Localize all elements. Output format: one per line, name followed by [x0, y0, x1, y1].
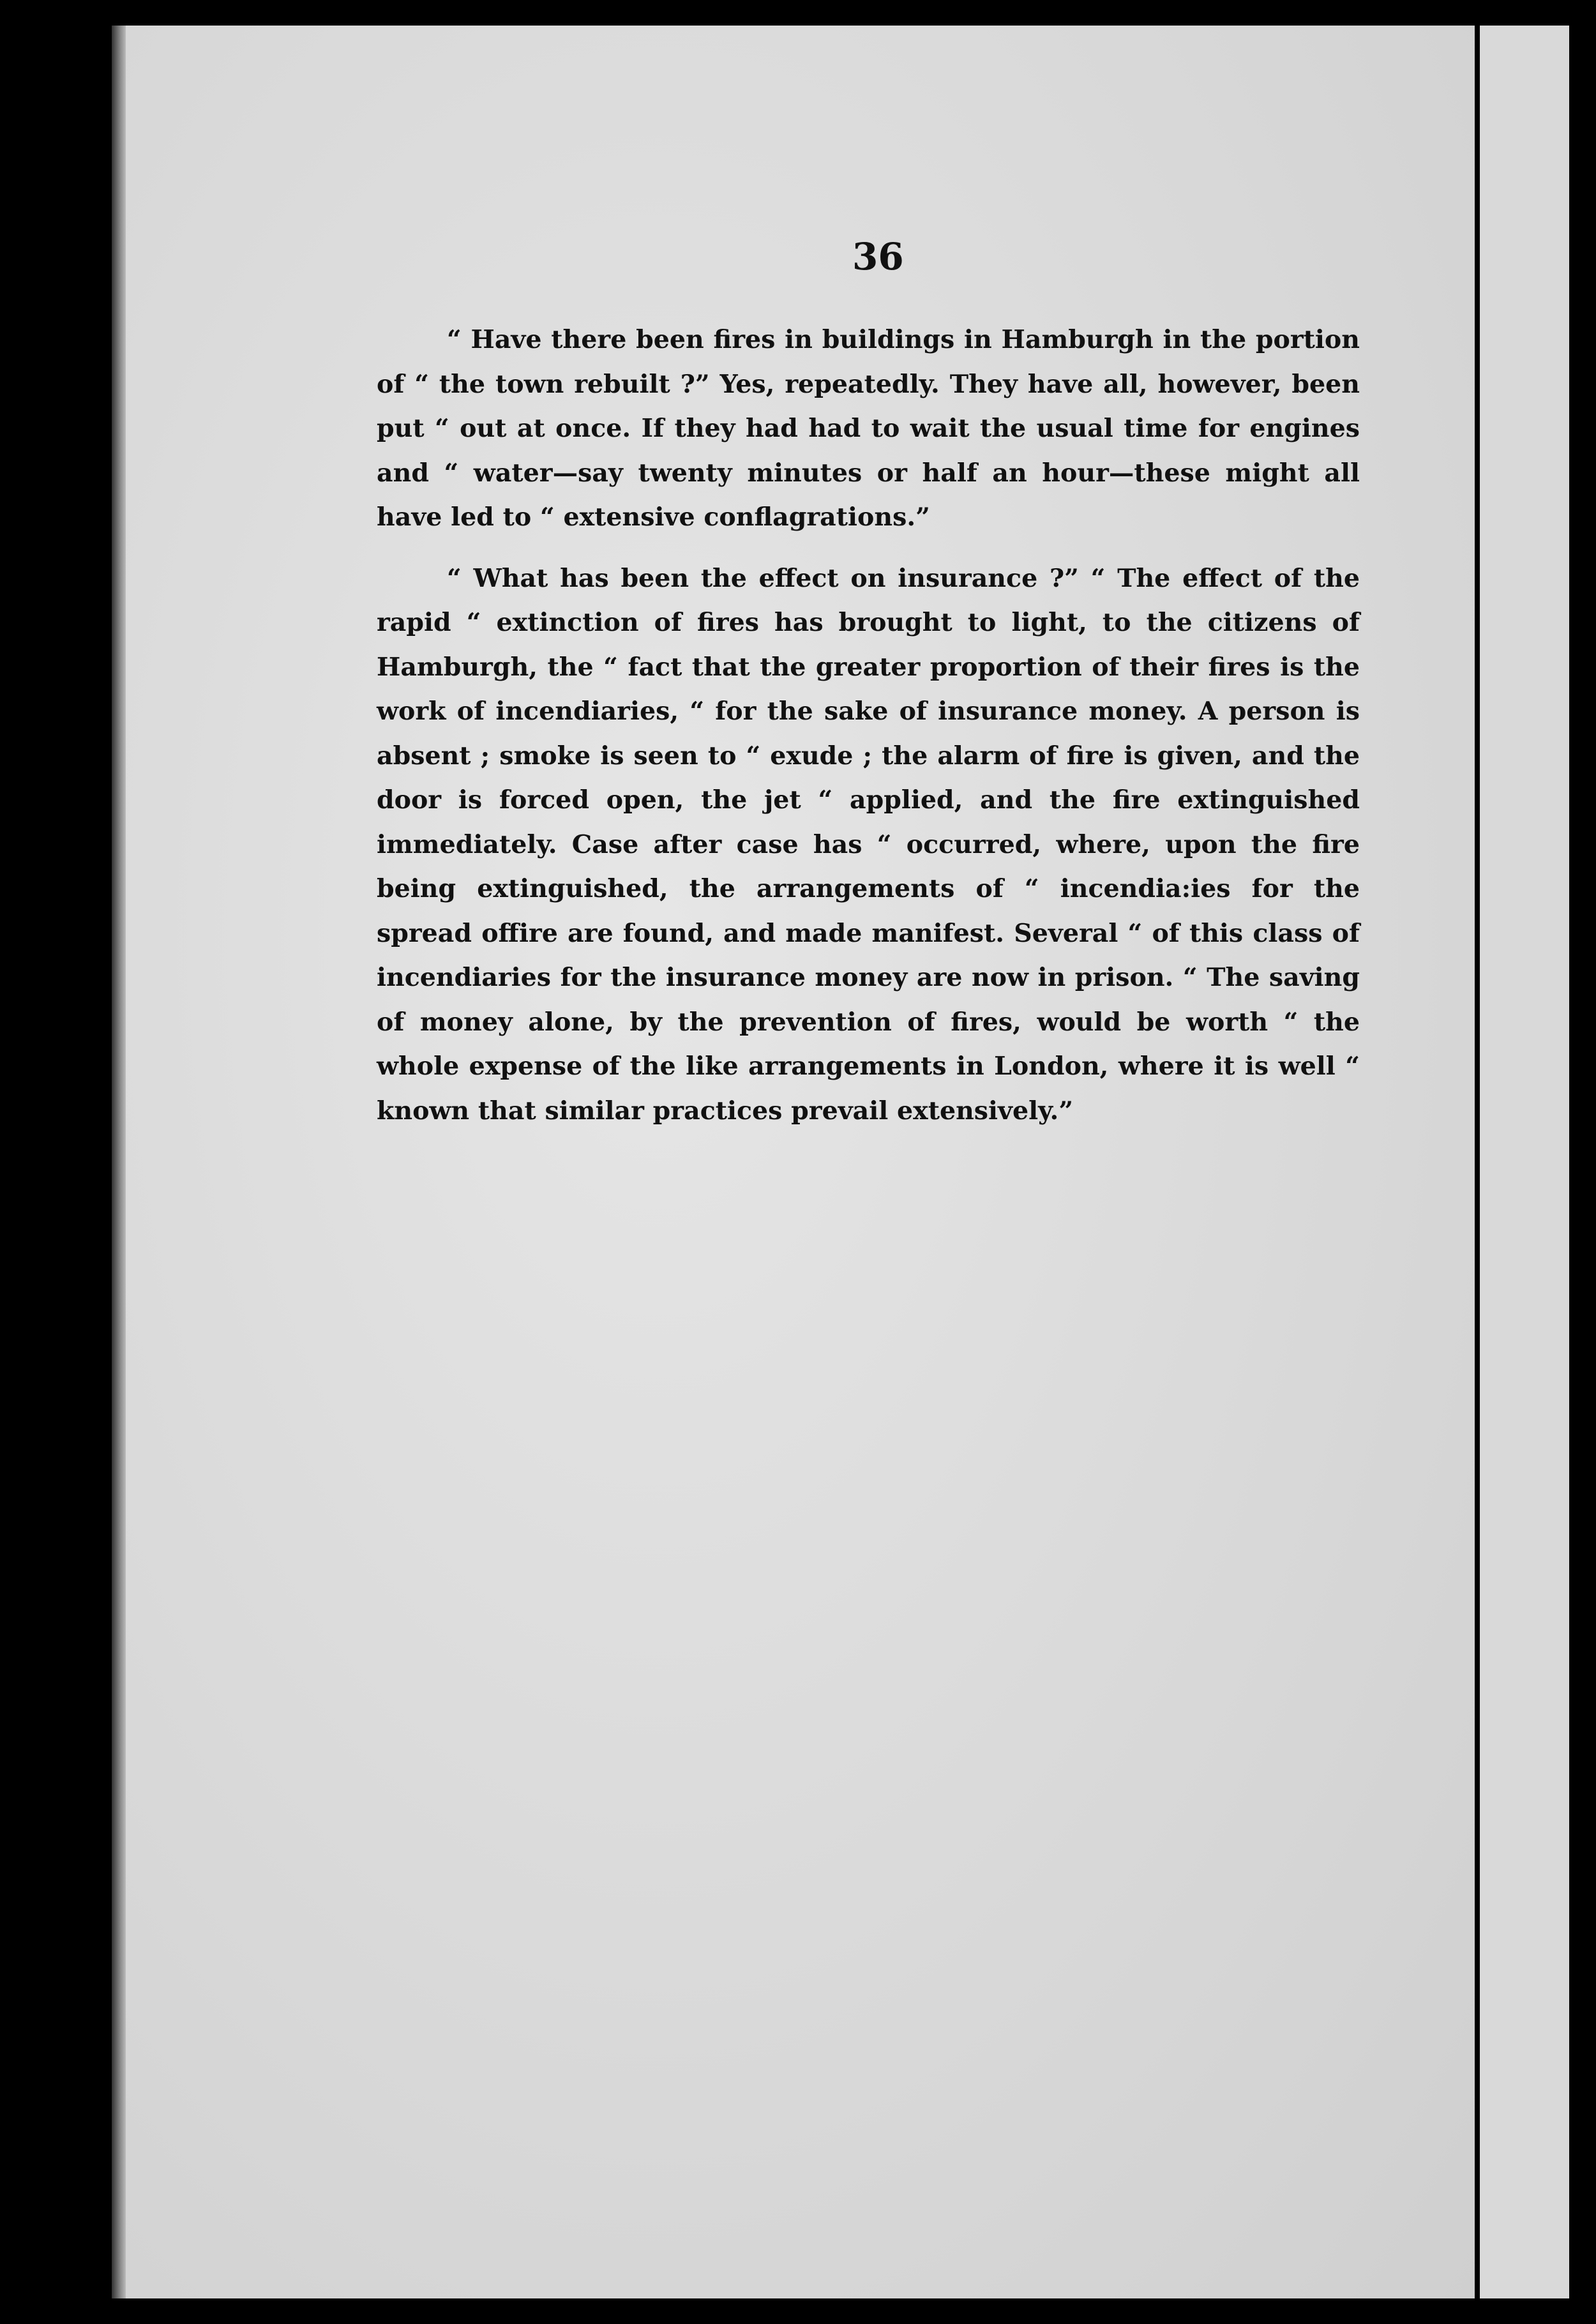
page-number: 36: [852, 235, 904, 278]
paragraph-1: “ Have there been fires in buildings in Hamburgh in the portion of “ the town rebuilt ?” Yes, repeatedly. They have all, however, been put “ out at once. If they had had to wait the usual time for engines and “ water—say twenty minutes or half an hour—these might all have led to “ extensive conflagrations.”: [377, 325, 1360, 532]
page-binding-edge: [112, 26, 126, 2298]
adjacent-page-strip: [1480, 26, 1569, 2298]
paragraph-2: “ What has been the effect on insurance ?” “ The effect of the rapid “ extinction of fires has brought to light, to the citizens of Hamburgh, the “ fact that the greater proportion of their fires is the work of incendiaries, “ for the sake of insurance money. A person is absent ; smoke is seen to “ exude ; the alarm of fire is given, and the door is forced open, the jet “ applied, and the fire extinguished immediately. Case after case has “ occurred, where, upon the fire being extinguished, the arrangements of “ incendia:ies for the spread offire are found, and made manifest. Several “ of this class of incendiaries for the insurance money are now in prison. “ The saving of money alone, by the prevention of fires, would be worth “ the whole expense of the like arrangements in London, where it is well “ known that similar practices prevail extensively.”: [377, 563, 1360, 1126]
body-text: [377, 318, 1360, 1133]
